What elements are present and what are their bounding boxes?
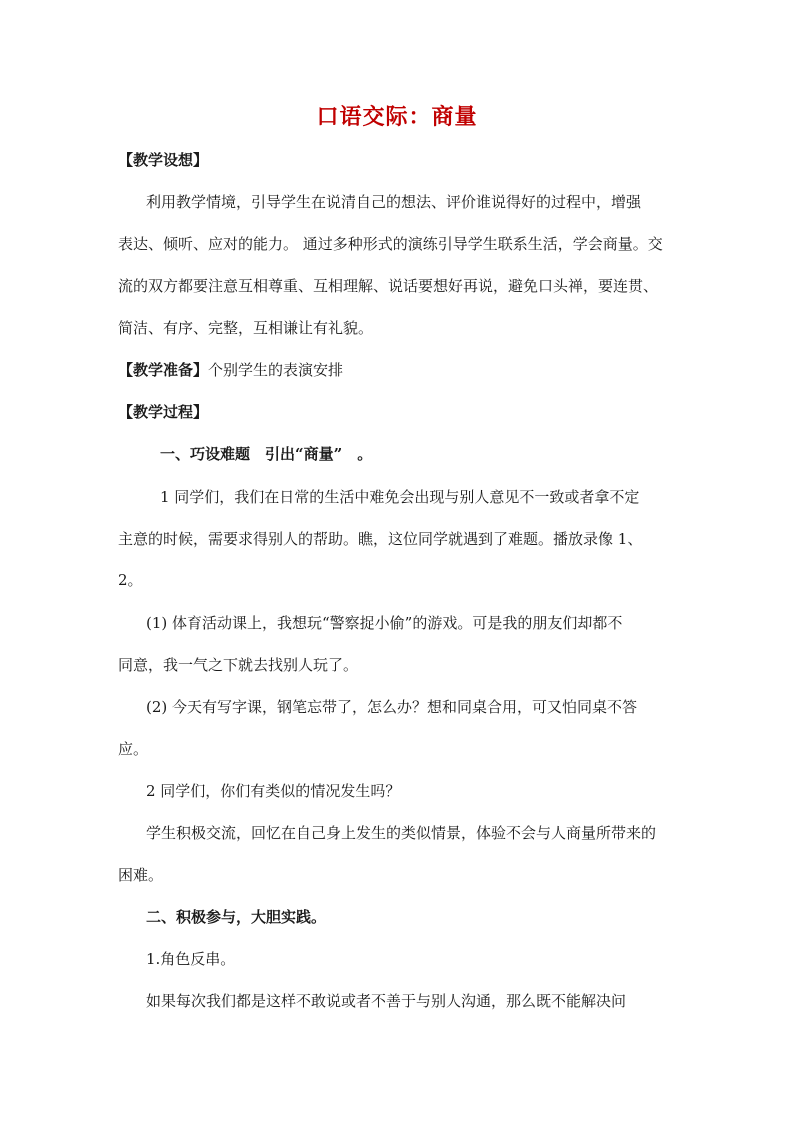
para1-line-3: 2。 xyxy=(118,571,143,589)
para4: 如果每次我们都是这样不敢说或者不善于与别人沟通，那么既不能解决问 xyxy=(146,992,627,1010)
section-heading-idea: 【教学设想】 xyxy=(118,151,209,169)
part2-heading: 二、积极参与，大胆实践。 xyxy=(146,908,327,926)
case1-line-1: (1) 体育活动课上，我想玩“警察捉小偷”的游戏。可是我的朋友们却都不 xyxy=(146,614,623,632)
para3-line-2: 困难。 xyxy=(118,866,164,884)
part1-heading: 一、巧设难题 引出“商量” 。 xyxy=(160,445,373,463)
para1-line-2: 主意的时候，需要求得别人的帮助。瞧，这位同学就遇到了难题。播放录像 1、 xyxy=(118,530,643,548)
prep-row xyxy=(118,360,343,380)
section-heading-prep: 【教学准备】 xyxy=(118,361,209,379)
idea-line-1: 利用教学情境，引导学生在说清自己的想法、评价谁说得好的过程中，增强 xyxy=(146,193,642,211)
para1-line-1: 1 同学们，我们在日常的生活中难免会出现与别人意见不一致或者拿不定 xyxy=(160,488,640,506)
case2-line-1: (2) 今天有写字课，钢笔忘带了，怎么办？想和同桌合用，可又怕同桌不答 xyxy=(146,698,638,716)
section-heading-process: 【教学过程】 xyxy=(118,403,209,421)
idea-line-4: 简洁、有序、完整，互相谦让有礼貌。 xyxy=(118,319,374,337)
idea-line-2: 表达、倾听、应对的能力。 通过多种形式的演练引导学生联系生活，学会商量。交 xyxy=(118,235,663,253)
case1-line-2: 同意，我一气之下就去找别人玩了。 xyxy=(118,656,359,674)
step1: 1.角色反串。 xyxy=(146,950,236,968)
para3-line-1: 学生积极交流，回忆在自己身上发生的类似情景，体验不会与人商量所带来的 xyxy=(146,824,657,842)
case2-line-2: 应。 xyxy=(118,740,149,758)
prep-text: 个别学生的表演安排 xyxy=(208,361,344,379)
idea-line-3: 流的双方都要注意互相尊重、互相理解、说话要想好再说，避免口头禅，要连贯、 xyxy=(118,277,659,295)
para2: 2 同学们，你们有类似的情况发生吗？ xyxy=(146,782,401,800)
document-title: 口语交际：商量 xyxy=(316,104,478,130)
